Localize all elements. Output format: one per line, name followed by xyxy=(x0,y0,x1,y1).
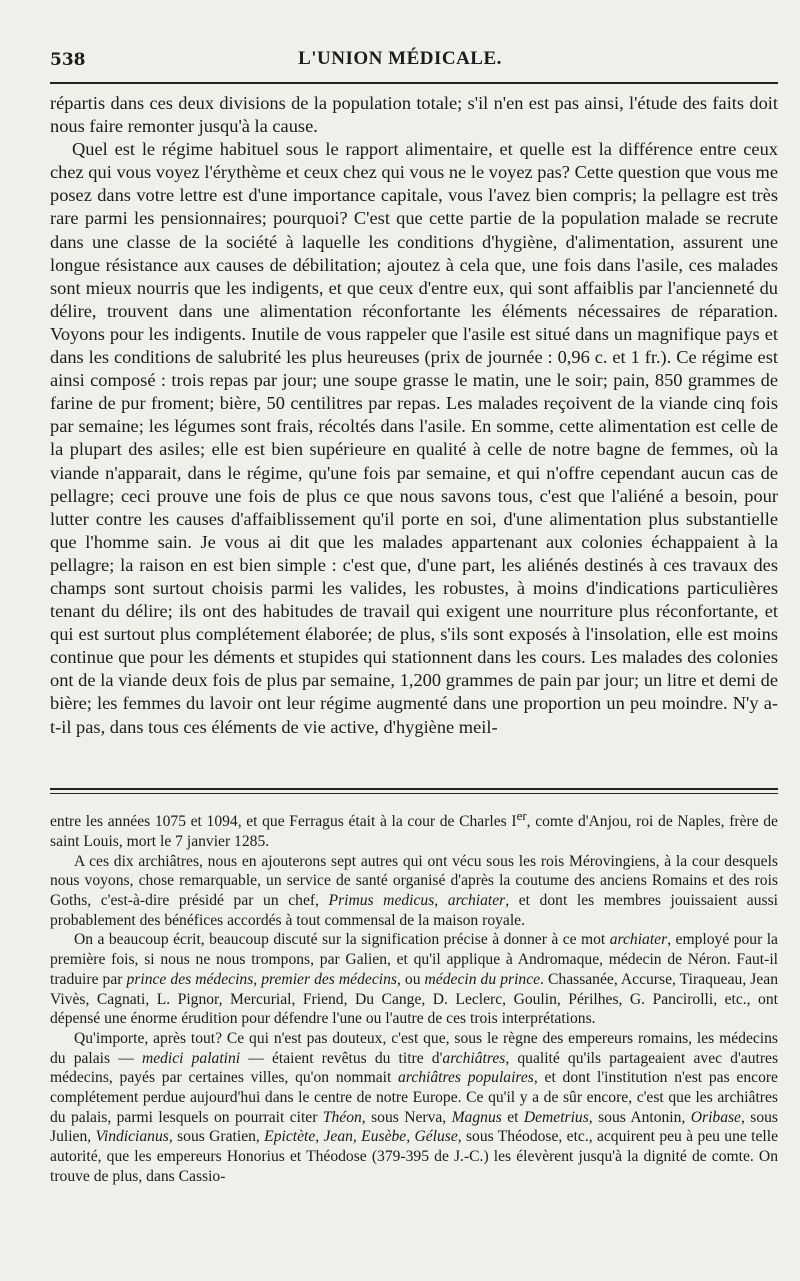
fn4-italic-7: Oribase xyxy=(690,1108,741,1126)
fn4-italic-2: archiâtres xyxy=(442,1049,506,1067)
main-text xyxy=(50,92,778,739)
fn3-text-c: , ou xyxy=(396,970,425,988)
fn4-text-f: et xyxy=(501,1108,524,1126)
fn4-italic-8: Vindicianus xyxy=(95,1128,169,1146)
footnotes xyxy=(50,806,778,1187)
fn4-text-b: — étaient revêtus du titre d' xyxy=(240,1049,443,1067)
footnote-rule xyxy=(50,788,778,794)
fn3-text-a: On a beaucoup écrit, beaucoup discuté sur la signification précise à donner à ce mot xyxy=(74,931,610,949)
fn4-italic-1: medici palatini xyxy=(141,1049,241,1067)
header-rule xyxy=(50,82,778,84)
footnote-paragraph-4 xyxy=(50,1029,778,1187)
fn1-text-a: entre les années 1075 et 1094, et que Ferragus était à la cour de Charles I xyxy=(50,813,517,831)
fn3-italic-2: prince des médecins, premier des médecins xyxy=(126,970,397,988)
footnote-paragraph-2 xyxy=(50,852,778,931)
fn2-italic-1: Primus medicus, archiater xyxy=(328,892,506,909)
fn4-italic-6: Demetrius xyxy=(523,1108,589,1126)
fn4-italic-4: Théon xyxy=(322,1108,362,1126)
fn4-text-k: , sous Théodose, etc., acquirent peu à peu une telle autorité, que les empereurs Honorius et Théodose (379-395 de J.-C.) les élevèrent jusqu'à la dignité de comte. On trouve de plus, dans Cassio- xyxy=(50,1128,779,1185)
fn4-italic-5: Magnus xyxy=(451,1108,502,1126)
fn4-italic-3: archiâtres populaires xyxy=(398,1069,534,1087)
fn3-text-b: , employé pour la première fois, si nous ne nous trompons, par Galien, et qu'il applique à Andromaque, médecin de Néron. Faut-il traduire par xyxy=(50,931,778,988)
fn4-text-j: , sous Gratien, xyxy=(168,1128,265,1146)
fn2-text-b: , et dont les membres jouissaient aussi probablement des bénéfices accordés à tout commensal de la maison royale. xyxy=(50,892,778,929)
footnote-paragraph-1 xyxy=(50,806,778,852)
fn4-text-e: , sous Nerva, xyxy=(361,1108,452,1126)
main-paragraph-2: Quel est le régime habituel sous le rapport alimentaire, et quelle est la différence entre ceux chez qui vous voyez l'érythème et ceux chez qui vous ne le voyez pas? Cette question que vous me posez dans votre lettre est d'une importance capitale, vous l'avez bien compris; la pellagre est très rare parmi les pensionnaires; pourquoi? C'est que cette partie de la population malade se recrute dans une classe de la société à laquelle les conditions d'hygiène, d'alimentation, assurent une longue résistance aux causes de débilitation; ajoutez à cela que, une fois dans l'asile, ces malades sont mieux nourris que les indigents, et que ceux d'entre eux, qui sont affaiblis par l'ancienneté du délire, trouvent dans une alimentation réconfortante les éléments nécessaires de réparation. Voyons pour les indigents. Inutile de vous rappeler que l'asile est situé dans un magnifique pays et dans les conditions de salubrité les plus heureuses (prix de journée : 0,96 c. et 1 fr.). Ce régime est ainsi composé : trois repas par jour; une soupe grasse le matin, une le soir; pain, 850 grammes de farine de pur froment; bière, 50 centilitres par repas. Les malades reçoivent de la viande cinq fois par semaine; les légumes sont frais, récoltés dans l'asile. En somme, cette alimentation est celle de la plupart des asiles; elle est bien supérieure en qualité à celle de notre bagne de femmes, où la viande n'apparait, dans le régime, qu'une fois par semaine, et qui n'offre cependant aucun cas de pellagre; ceci prouve une fois de plus ce que nous savons tous, c'est que l'aliéné a besoin, pour lutter contre les causes d'affaiblissement qu'il porte en soi, d'une alimentation plus substantielle que l'homme sain. Je vous ai dit que les malades appartenant aux colonies échappaient à la pellagre; la raison en est bien simple : c'est que, d'une part, les aliénés destinés à ces travaux des champs sont surtout choisis parmi les valides, les robustes, à moins d'indications particulières tenant du délire; ils ont des habitudes de travail qui exigent une nourriture plus réconfortante, et qui est surtout plus complétement élaborée; de plus, s'ils sont exposés à l'insolation, elle est moins continue que pour les déments et stupides qui stationnent dans les cours. Les malades des colonies ont de la viande deux fois de plus par semaine, 1,200 grammes de pain par jour; un litre et demi de bière; les femmes du lavoir ont leur régime augmenté dans une proportion un peu moindre. N'y a-t-il pas, dans tous ces éléments de vie active, d'hygiène meil- xyxy=(50,139,778,737)
fn4-text-c: , qualité qu'ils partageaient avec d'autres médecins, payés par certaines villes, qu'on nommait xyxy=(50,1049,779,1087)
page-number: 538 xyxy=(50,50,86,70)
fn4-text-d: , et dont l'institution n'est pas encore complétement perdue aujourd'hui dans le centre de notre Europe. Ce qu'il y a de sûr encore, c'est que les archiâtres du palais, parmi lesquels on pourrait citer xyxy=(50,1069,778,1126)
fn4-text-a: Qu'importe, après tout? Ce qui n'est pas douteux, c'est que, sous le règne des empereurs romains, les médecins du palais — xyxy=(50,1029,778,1067)
fn1-superscript: er xyxy=(516,808,527,823)
fn3-italic-3: médecin du prince xyxy=(424,970,541,988)
fn3-text-d: . Chassanée, Accurse, Tiraqueau, Jean Vivès, Cagnati, L. Pignor, Mercurial, Friend, Du Cange, D. Leclerc, Goulin, Périlhes, G. Pancirolli, etc., ont dépensé une énorme érudition pour défendre l'une ou l'autre de ces trois interprétations. xyxy=(50,970,778,1028)
main-paragraph-1: répartis dans ces deux divisions de la population totale; s'il n'en est pas ainsi, l'étude des faits doit nous faire remonter jusqu'à la cause. xyxy=(50,93,778,137)
fn4-text-h: , sous Julien, xyxy=(50,1108,778,1146)
fn3-italic-1: archiater xyxy=(609,931,668,949)
running-head: L'UNION MÉDICALE. xyxy=(298,48,502,69)
fn1-text-b: , comte d'Anjou, roi de Naples, frère de saint Louis, mort le 7 janvier 1285. xyxy=(50,813,778,850)
footnote-paragraph-3 xyxy=(50,930,778,1029)
fn4-italic-9: Epictète, Jean, Eusèbe, Géluse xyxy=(264,1128,458,1146)
fn4-text-g: , sous Antonin, xyxy=(588,1108,691,1126)
fn2-text-a: A ces dix archiâtres, nous en ajouterons sept autres qui ont vécu sous les rois Mérovingiens, à la cour desquels nous voyons, chose remarquable, un service de santé organisé d'après la coutume des anciens Romains et des rois Goths, c'est-à-dire présidé par un chef, xyxy=(50,852,778,909)
